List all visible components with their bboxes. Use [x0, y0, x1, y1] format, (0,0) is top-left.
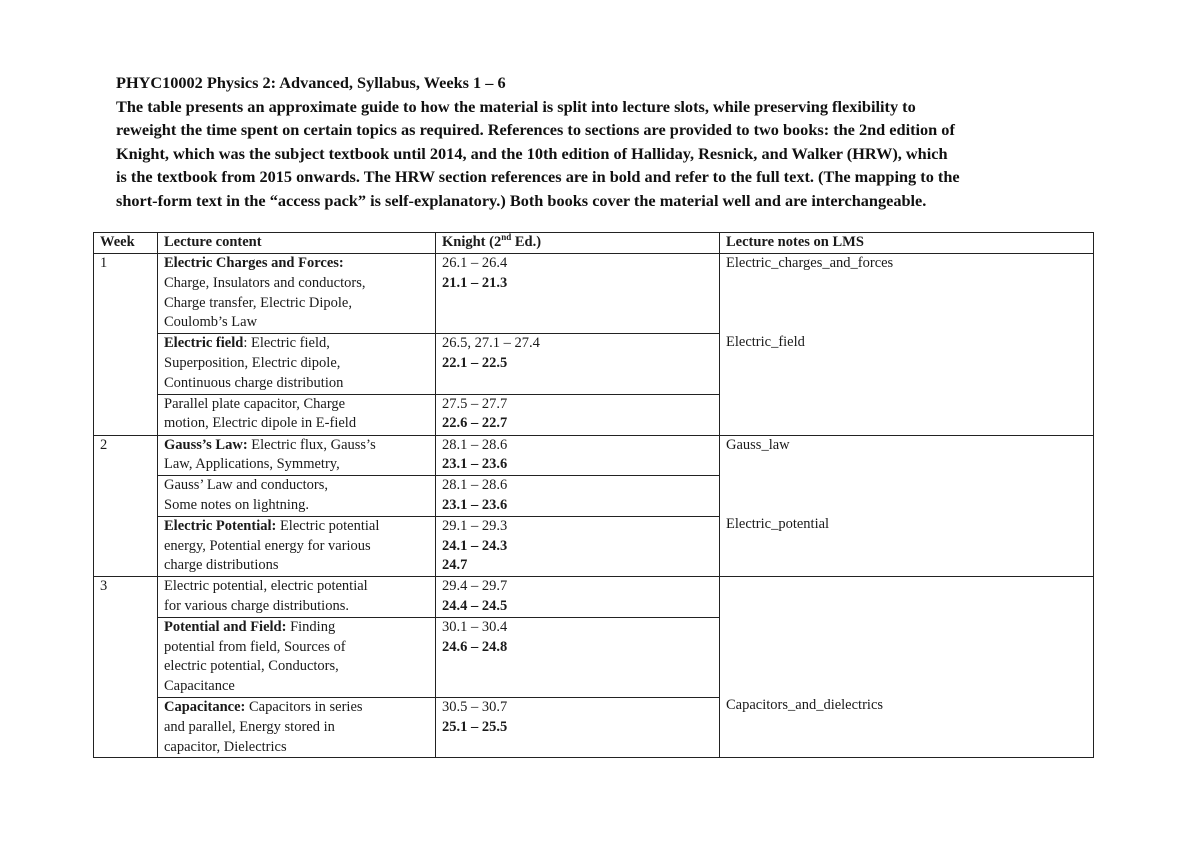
knight-ref-cell: 28.1 – 28.6 23.1 – 23.6	[436, 476, 720, 517]
hrw-ref: 22.1 – 22.5	[442, 354, 508, 371]
lms-note: Gauss_law	[726, 436, 790, 453]
knight-ref-cell: 26.5, 27.1 – 27.4 22.1 – 22.5	[436, 334, 720, 394]
table-row	[94, 254, 1094, 334]
document-title: PHYC10002 Physics 2: Advanced, Syllabus, Weeks 1 – 6	[116, 73, 506, 92]
hrw-ref: 22.6 – 22.7	[442, 415, 508, 432]
week-cell: 1	[94, 254, 158, 436]
lms-note: Electric_field	[726, 334, 805, 351]
header-lecture-content: Lecture content	[158, 233, 436, 254]
lms-note: Electric_charges_and_forces	[726, 255, 894, 271]
header-week: Week	[94, 233, 158, 254]
hrw-ref: 24.6 – 24.8	[442, 638, 508, 655]
hrw-ref: 25.1 – 25.5	[442, 718, 508, 735]
lecture-content-cell: Electric potential, electric potential for various charge distributions.	[158, 577, 436, 618]
lms-note: Electric_potential	[726, 515, 830, 532]
knight-ref-cell: 27.5 – 27.7 22.6 – 22.7	[436, 394, 720, 435]
lms-notes-cell	[720, 577, 1094, 758]
lecture-content-cell: Parallel plate capacitor, Charge motion, Electric dipole in E-field	[158, 394, 436, 435]
intro-line: is the textbook from 2015 onwards. The HRW section references are in bold and refer to the full text. (The mapping to the	[116, 167, 960, 186]
intro-line: short-form text in the “access pack” is self-explanatory.) Both books cover the material well and are interchangeable.	[116, 190, 927, 210]
syllabus-table	[93, 232, 1094, 758]
lecture-content-cell: Electric field: Electric field, Superposition, Electric dipole, Continuous charge distribution	[158, 334, 436, 394]
hrw-ref: 23.1 – 23.6	[442, 496, 508, 513]
knight-ref-cell: 30.1 – 30.4 24.6 – 24.8	[436, 617, 720, 697]
table-row	[94, 435, 1094, 476]
header-lms-notes: Lecture notes on LMS	[720, 233, 1094, 254]
hrw-ref: 24.4 – 24.5	[442, 597, 508, 614]
hrw-ref: 23.1 – 23.6	[442, 456, 508, 473]
intro-paragraph	[116, 95, 1106, 213]
lms-notes-cell	[720, 435, 1094, 577]
week-cell: 3	[94, 577, 158, 758]
knight-ref-cell: 26.1 – 26.4 21.1 – 21.3	[436, 254, 720, 334]
lecture-content-cell: Gauss’s Law: Electric flux, Gauss’s Law, Applications, Symmetry,	[158, 435, 436, 476]
document-header	[116, 71, 1106, 212]
knight-ref-cell: 30.5 – 30.7 25.1 – 25.5	[436, 697, 720, 757]
lecture-content-cell: Capacitance: Capacitors in series and parallel, Energy stored in capacitor, Dielectrics	[158, 697, 436, 757]
lecture-content-cell: Electric Charges and Forces: Charge, Insulators and conductors, Charge transfer, Electric Dipole, Coulomb’s Law	[158, 254, 436, 334]
lecture-content-cell: Gauss’ Law and conductors, Some notes on lightning.	[158, 476, 436, 517]
knight-ref-cell: 28.1 – 28.6 23.1 – 23.6	[436, 435, 720, 476]
table-header-row	[94, 233, 1094, 254]
knight-ref-cell: 29.1 – 29.3 24.1 – 24.3 24.7	[436, 516, 720, 576]
table-row	[94, 577, 1094, 618]
lecture-content-cell: Potential and Field: Finding potential from field, Sources of electric potential, Conductors, Capacitance	[158, 617, 436, 697]
intro-line: The table presents an approximate guide to how the material is split into lecture slots, while preserving flexibility to	[116, 96, 916, 116]
lecture-content-cell: Electric Potential: Electric potential energy, Potential energy for various charge distributions	[158, 516, 436, 576]
header-knight: Knight (2nd Ed.)	[436, 233, 720, 254]
hrw-ref: 24.7	[442, 557, 468, 574]
knight-ref-cell: 29.4 – 29.7 24.4 – 24.5	[436, 577, 720, 618]
intro-line: Knight, which was the subject textbook until 2014, and the 10th edition of Halliday, Resnick, and Walker (HRW), which	[116, 143, 948, 163]
hrw-ref: 24.1 – 24.3	[442, 537, 508, 554]
lms-notes-cell	[720, 254, 1094, 436]
hrw-ref: 21.1 – 21.3	[442, 274, 508, 291]
lms-note: Capacitors_and_dielectrics	[726, 696, 884, 713]
intro-line: reweight the time spent on certain topics as required. References to sections are provided to two books: the 2nd edition of	[116, 120, 955, 139]
week-cell: 2	[94, 435, 158, 577]
